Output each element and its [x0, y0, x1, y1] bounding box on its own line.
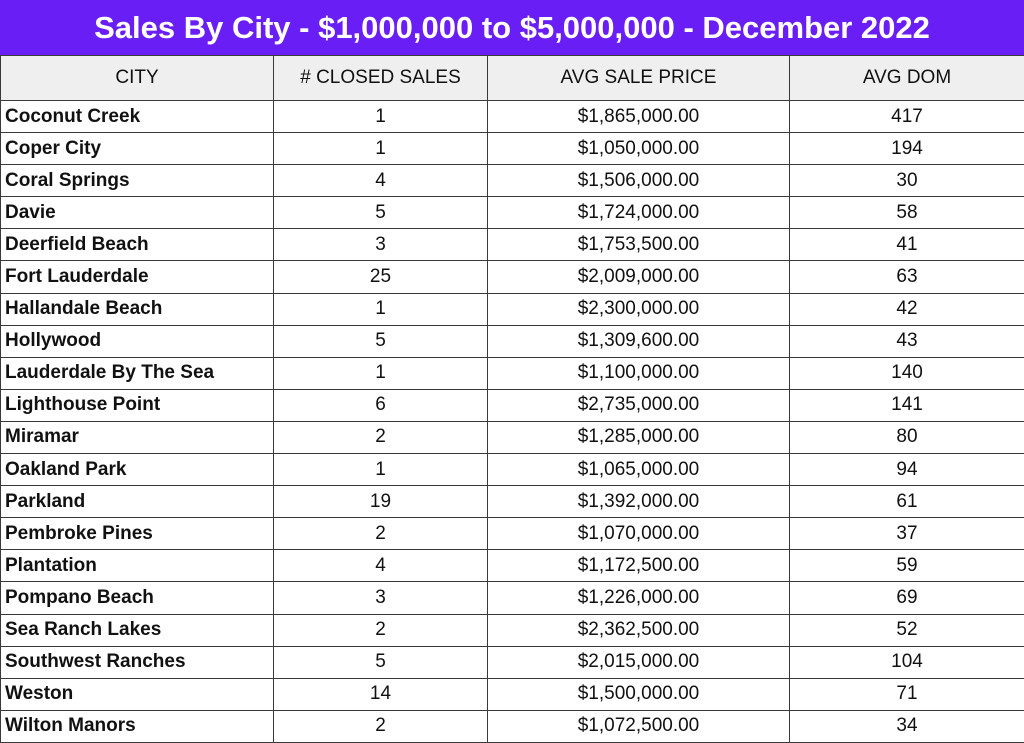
avg-dom-cell: 140 [790, 357, 1024, 389]
table-body [1, 101, 1024, 743]
table-row [1, 101, 1024, 133]
avg-dom-cell: 59 [790, 550, 1024, 582]
avg-sale-price-cell: $2,300,000.00 [488, 293, 790, 325]
avg-dom-cell: 42 [790, 293, 1024, 325]
table-row [1, 486, 1024, 518]
table-row [1, 293, 1024, 325]
avg-dom-cell: 141 [790, 389, 1024, 421]
table-row [1, 325, 1024, 357]
city-cell: Lighthouse Point [1, 389, 274, 421]
avg-dom-cell: 417 [790, 101, 1024, 133]
table-row [1, 518, 1024, 550]
avg-sale-price-cell: $2,735,000.00 [488, 389, 790, 421]
table-row [1, 165, 1024, 197]
table-row [1, 197, 1024, 229]
closed-sales-cell: 19 [274, 486, 488, 518]
avg-dom-cell: 52 [790, 614, 1024, 646]
city-cell: Hallandale Beach [1, 293, 274, 325]
city-cell: Miramar [1, 421, 274, 453]
avg-sale-price-cell: $2,009,000.00 [488, 261, 790, 293]
avg-dom-cell: 30 [790, 165, 1024, 197]
city-cell: Coral Springs [1, 165, 274, 197]
avg-sale-price-cell: $1,100,000.00 [488, 357, 790, 389]
avg-sale-price-cell: $1,070,000.00 [488, 518, 790, 550]
avg-dom-cell: 58 [790, 197, 1024, 229]
avg-dom-cell: 41 [790, 229, 1024, 261]
avg-sale-price-cell: $2,015,000.00 [488, 646, 790, 678]
avg-dom-cell: 194 [790, 133, 1024, 165]
avg-sale-price-cell: $1,506,000.00 [488, 165, 790, 197]
city-cell: Davie [1, 197, 274, 229]
closed-sales-cell: 4 [274, 550, 488, 582]
city-cell: Lauderdale By The Sea [1, 357, 274, 389]
closed-sales-cell: 1 [274, 133, 488, 165]
avg-dom-cell: 69 [790, 582, 1024, 614]
header-row [1, 56, 1024, 101]
avg-dom-cell: 104 [790, 646, 1024, 678]
avg-dom-cell: 61 [790, 486, 1024, 518]
closed-sales-cell: 4 [274, 165, 488, 197]
closed-sales-cell: 2 [274, 421, 488, 453]
closed-sales-cell: 25 [274, 261, 488, 293]
closed-sales-cell: 3 [274, 229, 488, 261]
avg-sale-price-cell: $1,065,000.00 [488, 454, 790, 486]
city-cell: Fort Lauderdale [1, 261, 274, 293]
table-row [1, 229, 1024, 261]
avg-sale-price-cell: $2,362,500.00 [488, 614, 790, 646]
closed-sales-cell: 5 [274, 197, 488, 229]
avg-sale-price-cell: $1,309,600.00 [488, 325, 790, 357]
closed-sales-cell: 3 [274, 582, 488, 614]
avg-sale-price-cell: $1,392,000.00 [488, 486, 790, 518]
sales-table [0, 55, 1024, 743]
closed-sales-cell: 2 [274, 710, 488, 742]
avg-dom-cell: 71 [790, 678, 1024, 710]
closed-sales-cell: 1 [274, 454, 488, 486]
avg-dom-cell: 94 [790, 454, 1024, 486]
avg-sale-price-cell: $1,500,000.00 [488, 678, 790, 710]
avg-sale-price-cell: $1,226,000.00 [488, 582, 790, 614]
closed-sales-cell: 5 [274, 646, 488, 678]
table-row [1, 261, 1024, 293]
closed-sales-cell: 1 [274, 357, 488, 389]
column-header-closed-sales: # CLOSED SALES [274, 56, 488, 101]
city-cell: Plantation [1, 550, 274, 582]
city-cell: Oakland Park [1, 454, 274, 486]
avg-sale-price-cell: $1,865,000.00 [488, 101, 790, 133]
table-row [1, 646, 1024, 678]
city-cell: Southwest Ranches [1, 646, 274, 678]
city-cell: Coconut Creek [1, 101, 274, 133]
closed-sales-cell: 6 [274, 389, 488, 421]
city-cell: Hollywood [1, 325, 274, 357]
avg-dom-cell: 63 [790, 261, 1024, 293]
column-header-avg-sale-price: AVG SALE PRICE [488, 56, 790, 101]
table-row [1, 678, 1024, 710]
column-header-avg-dom: AVG DOM [790, 56, 1024, 101]
avg-sale-price-cell: $1,050,000.00 [488, 133, 790, 165]
city-cell: Pembroke Pines [1, 518, 274, 550]
avg-dom-cell: 34 [790, 710, 1024, 742]
closed-sales-cell: 1 [274, 293, 488, 325]
avg-sale-price-cell: $1,285,000.00 [488, 421, 790, 453]
city-cell: Parkland [1, 486, 274, 518]
closed-sales-cell: 5 [274, 325, 488, 357]
table-row [1, 550, 1024, 582]
avg-dom-cell: 43 [790, 325, 1024, 357]
avg-dom-cell: 37 [790, 518, 1024, 550]
table-row [1, 389, 1024, 421]
table-row [1, 133, 1024, 165]
column-header-city: CITY [1, 56, 274, 101]
table-row [1, 421, 1024, 453]
closed-sales-cell: 2 [274, 614, 488, 646]
closed-sales-cell: 14 [274, 678, 488, 710]
table-row [1, 582, 1024, 614]
city-cell: Coper City [1, 133, 274, 165]
closed-sales-cell: 1 [274, 101, 488, 133]
table-row [1, 614, 1024, 646]
city-cell: Sea Ranch Lakes [1, 614, 274, 646]
avg-sale-price-cell: $1,753,500.00 [488, 229, 790, 261]
table-row [1, 710, 1024, 742]
city-cell: Weston [1, 678, 274, 710]
avg-dom-cell: 80 [790, 421, 1024, 453]
city-cell: Deerfield Beach [1, 229, 274, 261]
avg-sale-price-cell: $1,072,500.00 [488, 710, 790, 742]
avg-sale-price-cell: $1,172,500.00 [488, 550, 790, 582]
city-cell: Wilton Manors [1, 710, 274, 742]
table-title: Sales By City - $1,000,000 to $5,000,000 - December 2022 [0, 0, 1024, 55]
avg-sale-price-cell: $1,724,000.00 [488, 197, 790, 229]
table-row [1, 454, 1024, 486]
table-row [1, 357, 1024, 389]
city-cell: Pompano Beach [1, 582, 274, 614]
closed-sales-cell: 2 [274, 518, 488, 550]
